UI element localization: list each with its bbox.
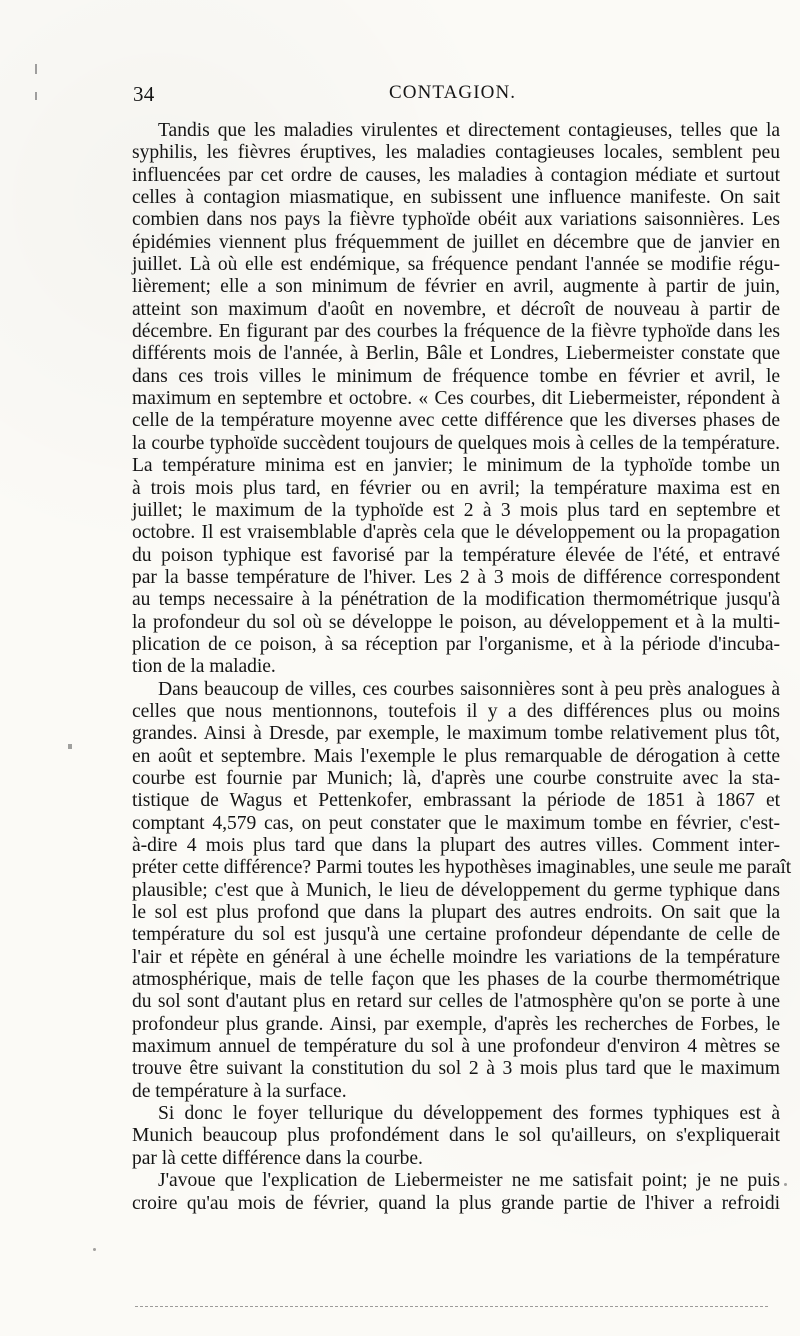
text-line: du sol sont d'autant plus en retard sur celles de l'atmosphère qu'on se porte à une xyxy=(132,991,780,1013)
text-line: Si donc le foyer tellurique du développement des formes typhiques est à xyxy=(158,1103,780,1125)
text-line: combien dans nos pays la fièvre typhoïde obéit aux variations saisonnières. Les xyxy=(132,209,780,231)
text-line: atteint son maximum d'août en novembre, et décroît de nouveau à partir de xyxy=(132,298,780,320)
paragraph-1 xyxy=(132,120,780,679)
text-line: Munich beaucoup plus profondément dans le sol qu'ailleurs, on s'expliquerait xyxy=(132,1125,780,1147)
paragraph-2 xyxy=(132,678,792,1104)
text-line: influencées par cet ordre de causes, les maladies à contagion médiate et surtout xyxy=(132,164,780,186)
text-line: à trois mois plus tard, en février ou en avril; la température maxima est en xyxy=(132,477,780,499)
text-line: croire qu'au mois de février, quand la plus grande partie de l'hiver a refroidi xyxy=(132,1192,780,1214)
text-line: plication de ce poison, à sa réception par l'organisme, et à la période d'incuba- xyxy=(132,633,780,655)
text-line: trouve être suivant la constitution du sol 2 à 3 mois plus tard que le maximum xyxy=(132,1058,780,1080)
text-line: en août et septembre. Mais l'exemple le plus remarquable de dérogation à cette xyxy=(132,745,780,767)
text-line: lièrement; elle a son minimum de février en avril, augmente à partir de juin, xyxy=(132,276,780,298)
text-line: comptant 4,579 cas, on peut constater que le maximum tombe en février, c'est- xyxy=(132,812,780,834)
left-margin-mark xyxy=(68,744,72,749)
text-line: préter cette différence? Parmi toutes les hypothèses imaginables, une seule me paraît xyxy=(132,857,792,879)
text-line: syphilis, les fièvres éruptives, les maladies contagieuses locales, semblent peu xyxy=(132,142,780,164)
text-line: celle de la température moyenne avec cette différence que les diverses phases de xyxy=(132,410,780,432)
text-line: tion de la maladie. xyxy=(132,656,276,678)
page-number: 34 xyxy=(133,82,155,106)
left-margin-mark xyxy=(35,64,37,74)
text-line: par la basse température de l'hiver. Les 2 à 3 mois de différence correspondent xyxy=(132,566,780,588)
text-line: différents mois de l'année, à Berlin, Bâle et Londres, Liebermeister constate que xyxy=(132,343,780,365)
running-title: CONTAGION. xyxy=(389,82,517,103)
text-line: décembre. En figurant par des courbes la fréquence de la fièvre typhoïde dans les xyxy=(132,321,780,343)
text-line: plausible; c'est que à Munich, le lieu de développement du germe typhique dans xyxy=(132,879,780,901)
text-line: température du sol est jusqu'à une certaine profondeur dépendante de celle de xyxy=(132,924,780,946)
text-line: La température minima est en janvier; le minimum de la typhoïde tombe un xyxy=(132,455,780,477)
text-line: du poison typhique est favorisé par la température élevée de l'été, et entravé xyxy=(132,544,780,566)
text-line: celles que nous mentionnons, toutefois il y a des différences plus ou moins xyxy=(132,700,780,722)
text-line: juillet. Là où elle est endémique, sa fréquence pendant l'année se modifie régu- xyxy=(132,254,780,276)
text-line: juillet; le maximum de la typhoïde est 2 à 3 mois plus tard en septembre et xyxy=(132,499,780,521)
text-line: par là cette différence dans la courbe. xyxy=(132,1147,423,1169)
left-margin-mark xyxy=(35,92,37,100)
text-line: le sol est plus profond que dans la plupart des autres endroits. On sait que la xyxy=(132,902,780,924)
text-line: la profondeur du sol où se développe le poison, au développement et à la multi- xyxy=(132,611,780,633)
text-line: J'avoue que l'explication de Liebermeister ne me satisfait point; je ne puis xyxy=(158,1170,780,1192)
text-line: tistique de Wagus et Pettenkofer, embrassant la période de 1851 à 1867 et xyxy=(132,790,780,812)
text-line: celles à contagion miasmatique, en subissent une influence manifeste. On sait xyxy=(132,187,780,209)
paragraph-3 xyxy=(132,1103,780,1170)
text-line: maximum en septembre et octobre. « Ces courbes, dit Liebermeister, répondent à xyxy=(132,388,780,410)
text-line: grandes. Ainsi à Dresde, par exemple, le maximum tombe relativement plus tôt, xyxy=(132,723,780,745)
body-text xyxy=(132,120,792,1215)
text-line: Dans beaucoup de villes, ces courbes saisonnières sont à peu près analogues à xyxy=(158,678,780,700)
text-line: octobre. Il est vraisemblable d'après cela que le développement ou la propagation xyxy=(132,522,780,544)
text-line: au temps necessaire à la pénétration de la modification thermométrique jusqu'à xyxy=(132,589,780,611)
text-line: atmosphérique, mais de telle façon que les phases de la courbe thermométrique xyxy=(132,969,780,991)
bottom-scan-line xyxy=(135,1306,768,1307)
text-line: épidémies viennent plus fréquemment de juillet en décembre que de janvier en xyxy=(132,231,780,253)
scan-speck xyxy=(93,1248,96,1251)
text-line: profondeur plus grande. Ainsi, par exemple, d'après les recherches de Forbes, le xyxy=(132,1013,780,1035)
text-line: courbe est fournie par Munich; là, d'après une courbe construite avec la sta- xyxy=(132,767,780,789)
text-line: la courbe typhoïde succèdent toujours de quelques mois à celles de la température. xyxy=(132,432,780,454)
text-line: de température à la surface. xyxy=(132,1080,347,1102)
text-line: Tandis que les maladies virulentes et directement contagieuses, telles que la xyxy=(158,120,780,141)
text-line: l'air et répète en général à une échelle moindre les variations de la température xyxy=(132,946,780,968)
text-line: à-dire 4 mois plus tard que dans la plupart des autres villes. Comment inter- xyxy=(132,835,780,856)
page-header xyxy=(133,82,778,110)
text-line: dans ces trois villes le minimum de fréquence tombe en février et avril, le xyxy=(132,365,780,387)
scan-speck xyxy=(784,1183,787,1186)
paragraph-4 xyxy=(132,1170,780,1215)
text-line: maximum annuel de température du sol à une profondeur d'environ 4 mètres se xyxy=(132,1036,780,1058)
